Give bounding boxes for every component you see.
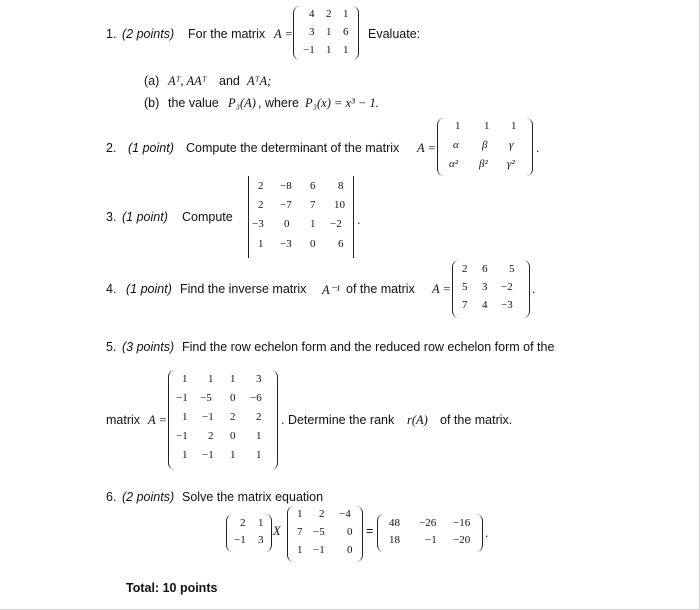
matrix-cell: −20 [453, 534, 471, 546]
matrix-cell: 0 [230, 392, 236, 404]
matrix-cell: 6 [338, 238, 344, 250]
matrix-cell: −2 [330, 218, 342, 230]
q2-end: . [536, 141, 540, 155]
matrix-cell: 0 [284, 218, 290, 230]
q3-points: (1 point) [122, 210, 168, 224]
q1-part-a-end: AᵀA; [247, 74, 272, 88]
matrix-cell: −8 [280, 180, 292, 192]
q6-number: 6. [106, 490, 117, 504]
matrix-cell: 1 [230, 449, 236, 461]
matrix-cell: 6 [482, 263, 488, 275]
q5-matrix-var: A = [148, 413, 167, 427]
matrix-cell: 1 [343, 8, 349, 20]
matrix-cell: 2 [208, 430, 214, 442]
matrix-cell: −1 [202, 449, 214, 461]
matrix-cell: 5 [509, 263, 515, 275]
matrix-cell: −3 [501, 299, 513, 311]
q1-part-a-expr: Aᵀ, AAᵀ [168, 74, 207, 88]
matrix-cell: −3 [280, 238, 292, 250]
q4-end: . [532, 282, 536, 296]
matrix-cell: 0 [310, 238, 316, 250]
q5-prefix: matrix [106, 413, 141, 427]
q1-part-b-label: (b) [144, 96, 160, 110]
matrix-cell: γ [509, 139, 514, 151]
matrix-cell: 1 [297, 544, 303, 556]
matrix-cell: 7 [297, 526, 303, 538]
q6-matrix-left [226, 514, 272, 552]
matrix-cell: 1 [230, 373, 236, 385]
q5-number: 5. [106, 340, 117, 354]
q1-part-b-expr: P₃(A) [228, 96, 256, 110]
q4-points: (1 point) [126, 282, 172, 296]
q6-equals: = [366, 524, 374, 538]
q1-number: 1. [106, 27, 117, 41]
q6-matrix-middle [287, 506, 363, 562]
matrix-cell: β [482, 139, 488, 151]
q1-matrix-var: A = [274, 27, 293, 41]
matrix-cell: −1 [425, 534, 437, 546]
matrix-cell: 8 [338, 180, 344, 192]
matrix-cell: 18 [389, 534, 400, 546]
matrix-cell: 1 [258, 517, 264, 529]
q5-rank: r(A) [407, 413, 428, 427]
matrix-cell: 1 [326, 44, 332, 56]
matrix-cell: −5 [313, 526, 325, 538]
matrix-cell: 7 [310, 199, 316, 211]
q5-matrix [168, 370, 278, 470]
matrix-cell: 1 [256, 449, 262, 461]
q1-matrix [293, 6, 359, 60]
matrix-cell: 2 [319, 508, 325, 520]
q3-text: Compute [182, 210, 233, 224]
matrix-cell: −1 [176, 392, 188, 404]
matrix-cell: −2 [501, 281, 513, 293]
q2-matrix-var: A = [417, 141, 436, 155]
matrix-cell: α [453, 139, 459, 151]
matrix-cell: 0 [347, 544, 353, 556]
matrix-cell: α² [449, 158, 459, 170]
q1-points: (2 points) [122, 27, 175, 41]
q5-suffix2: of the matrix. [440, 413, 513, 427]
matrix-cell: 2 [258, 180, 264, 192]
q1-part-b-where: , where [258, 96, 299, 110]
q4-matrix-var: A = [432, 282, 451, 296]
q4-matrix [452, 260, 530, 318]
matrix-cell: −1 [303, 44, 315, 56]
matrix-cell: −5 [200, 392, 212, 404]
total-points: Total: 10 points [126, 581, 218, 595]
q1-part-a-and: and [219, 74, 240, 88]
matrix-cell: −6 [250, 392, 262, 404]
q5-text: Find the row echelon form and the reduced row echelon form of the [182, 340, 555, 354]
q1-text: For the matrix [188, 27, 266, 41]
q3-end: . [357, 213, 361, 227]
matrix-cell: β² [479, 158, 488, 170]
matrix-cell: 2 [258, 199, 264, 211]
q1-evaluate: Evaluate: [368, 27, 421, 41]
matrix-cell: −1 [202, 411, 214, 423]
q4-text2: of the matrix [346, 282, 415, 296]
q3-number: 3. [106, 210, 117, 224]
matrix-cell: −3 [252, 218, 264, 230]
matrix-cell: 1 [256, 430, 262, 442]
matrix-cell: 5 [462, 281, 468, 293]
matrix-cell: 1 [182, 449, 188, 461]
matrix-cell: −1 [313, 544, 325, 556]
q5-points: (3 points) [122, 340, 175, 354]
q6-end: . [485, 526, 489, 540]
matrix-cell: 2 [240, 517, 246, 529]
q2-matrix [437, 118, 533, 176]
q6-x: X [273, 524, 281, 538]
matrix-cell: 3 [482, 281, 488, 293]
matrix-cell: −1 [234, 534, 246, 546]
q2-number: 2. [106, 141, 117, 155]
q4-number: 4. [106, 282, 117, 296]
matrix-cell: 10 [334, 199, 345, 211]
matrix-cell: −7 [280, 199, 292, 211]
q4-text1: Find the inverse matrix [180, 282, 307, 296]
q1-part-a-label: (a) [144, 74, 160, 88]
matrix-cell: 1 [258, 238, 264, 250]
matrix-cell: 1 [310, 218, 316, 230]
q2-points: (1 point) [128, 141, 174, 155]
matrix-cell: 1 [511, 120, 517, 132]
q6-matrix-right [377, 514, 483, 552]
q5-suffix: . Determine the rank [281, 413, 395, 427]
matrix-cell: −1 [176, 430, 188, 442]
matrix-cell: 1 [343, 44, 349, 56]
matrix-cell: 2 [326, 8, 332, 20]
matrix-cell: 1 [484, 120, 490, 132]
matrix-cell: 3 [309, 26, 315, 38]
matrix-cell: 1 [182, 373, 188, 385]
matrix-cell: γ² [507, 158, 515, 170]
matrix-cell: 6 [343, 26, 349, 38]
q6-points: (2 points) [122, 490, 175, 504]
matrix-cell: −26 [419, 517, 437, 529]
matrix-cell: 48 [389, 517, 400, 529]
matrix-cell: 0 [347, 526, 353, 538]
matrix-cell: 4 [309, 8, 315, 20]
matrix-cell: 1 [208, 373, 214, 385]
matrix-cell: −4 [339, 508, 351, 520]
matrix-cell: 1 [455, 120, 461, 132]
matrix-cell: 1 [326, 26, 332, 38]
matrix-cell: 2 [256, 411, 262, 423]
matrix-cell: 3 [256, 373, 262, 385]
matrix-cell: 1 [297, 508, 303, 520]
matrix-cell: −16 [453, 517, 471, 529]
q2-text: Compute the determinant of the matrix [186, 141, 400, 155]
q4-inverse: A⁻¹ [322, 283, 340, 297]
q3-determinant [246, 176, 356, 258]
matrix-cell: 7 [462, 299, 468, 311]
matrix-cell: 1 [182, 411, 188, 423]
matrix-cell: 2 [230, 411, 236, 423]
matrix-cell: 3 [258, 534, 264, 546]
matrix-cell: 4 [482, 299, 488, 311]
q6-text: Solve the matrix equation [182, 490, 324, 504]
matrix-cell: 6 [310, 180, 316, 192]
matrix-cell: 0 [230, 430, 236, 442]
q1-part-b-text: the value [168, 96, 219, 110]
q1-part-b-poly: P₃(x) = x³ − 1. [305, 96, 379, 110]
matrix-cell: 2 [462, 263, 468, 275]
